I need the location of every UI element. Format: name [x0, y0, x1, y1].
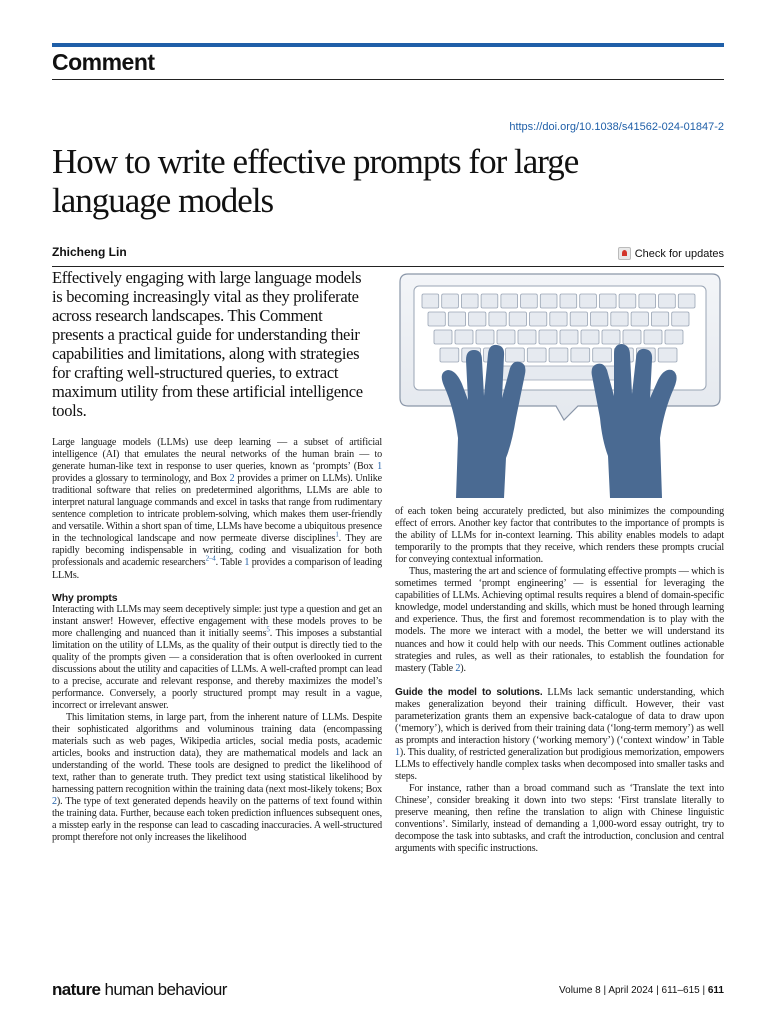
keyboard-key	[518, 330, 536, 344]
keyboard-key	[530, 312, 547, 326]
text-run: provides a comparison of leading LLMs.	[52, 557, 383, 581]
paragraph: For instance, rather than a broad command such as ‘Translate the text into Chinese’, consider breaking it down into two steps: ‘First translate literally to preserve meaning, then refine the translation to align with Chinese linguistic conventions’. Similarly, instead of demanding a 1,000-word essay outright, try to decompose the task into subtasks, and craft the introduction, conclusion and central arguments with specific instructions.	[395, 783, 724, 855]
header-rule	[52, 79, 724, 80]
keyboard-key	[631, 312, 648, 326]
keyboard-key	[611, 312, 628, 326]
footer-info	[559, 985, 724, 996]
text-run: ).	[460, 662, 466, 674]
box-link[interactable]: 2	[52, 796, 57, 808]
keyboard-key	[509, 312, 526, 326]
keyboard-key	[481, 294, 498, 308]
keyboard-key	[678, 294, 695, 308]
paragraph-gap	[395, 675, 724, 687]
run-in-heading: Guide the model to solutions.	[395, 686, 543, 698]
check-updates-icon	[618, 247, 631, 260]
keyboard-key	[560, 294, 577, 308]
table-link[interactable]: 1	[395, 746, 400, 758]
logo-journal-name: human behaviour	[100, 980, 227, 999]
keyboard-key	[540, 294, 557, 308]
keyboard-key	[489, 312, 506, 326]
keyboard-key	[455, 330, 473, 344]
text-run: Thus, mastering the art and science of formulating effective prompts — which is sometimes termed ‘prompt engineering’ — is essential for leveraging the capabilities of LLMs. Achieving optimal results requires a blend of domain-specific knowledge, model understanding and skills, which must be honed through learning and experience. Thus, the first and foremost recommendation is to play with the models. The more we interact with a model, the better we will understand its nuances and how it could help with our needs. This Comment outlines actionable strategies and rules, as well as their rationales, to establish the foundation for mastery (Table	[395, 566, 724, 674]
box-link[interactable]: 1	[377, 461, 382, 473]
keyboard-key	[550, 312, 567, 326]
volume-info: Volume 8 | April 2024 | 611–615 |	[559, 985, 708, 996]
keyboard-hands-illustration	[396, 268, 724, 498]
keyboard-key	[428, 312, 445, 326]
keyboard-key	[591, 312, 608, 326]
keyboard-key	[651, 312, 668, 326]
keyboard-key	[448, 312, 465, 326]
keyboard-key	[665, 330, 683, 344]
keyboard-key	[571, 348, 590, 362]
keyboard-key	[639, 294, 656, 308]
table-link[interactable]: 1	[244, 557, 250, 569]
text-run: provides a glossary to terminology, and Box	[52, 473, 230, 485]
keyboard-key	[527, 348, 546, 362]
text-run: Large language models (LLMs) use deep learning — a subset of artificial intelligence (AI) that emulates the neural networks of the human brain — to generate human-like text in response to user queries, known as ‘prompts’ (Box	[52, 437, 382, 473]
keyboard-key	[570, 312, 587, 326]
keyboard-key	[422, 294, 439, 308]
standfirst: Effectively engaging with large language models is becoming increasingly vital as they proliferate across research landscapes. This Comment presents a practical guide for understanding their capabilities and limitations, along with strategies for crafting well-structured queries, to extract maximum utility from these artificial intelligence tools.	[52, 268, 363, 420]
keyboard-key	[434, 330, 452, 344]
keyboard-key	[619, 294, 636, 308]
check-for-updates-button[interactable]	[618, 247, 724, 260]
keyboard-key	[602, 330, 620, 344]
keyboard-key	[461, 294, 478, 308]
section-heading: Why prompts	[52, 591, 118, 604]
section-label: Comment	[52, 49, 155, 75]
keyboard-key	[476, 330, 494, 344]
doi-link[interactable]: https://doi.org/10.1038/s41562-024-01847-2	[509, 121, 724, 133]
text-run: ). The type of text generated depends heavily on the patterns of text found within the training data. Further, because each token prediction influences subsequent ones, a misstep early in the response can lead to cascading inaccuracies. A well-structured prompt therefore not only increases the likelihood	[52, 796, 382, 844]
keyboard-key	[521, 294, 538, 308]
text-run: LLMs lack semantic understanding, which makes generalization beyond their training difficult. However, their vast parameterization grants them an expensive back-catalogue of data to draw upon (‘memory’), which is derived from their training data (‘long-term memory’) as well as prompts and interaction history (‘working memory’) (‘context window’ in Table	[395, 686, 724, 746]
keyboard-key	[581, 330, 599, 344]
reference-link[interactable]: 5	[266, 625, 270, 634]
reference-link[interactable]: 2–4	[205, 555, 216, 564]
keyboard-key	[501, 294, 518, 308]
keyboard-key	[549, 348, 568, 362]
text-run: ). This duality, of restricted generalization but prodigious memorization, empowers LLMs to effectively handle complex tasks when decomposed into smaller tasks and steps.	[395, 746, 724, 782]
keyboard-key	[599, 294, 616, 308]
keyboard-key	[497, 330, 515, 344]
box-link[interactable]: 2	[229, 473, 235, 485]
text-run: . Table	[215, 557, 245, 569]
text-run: . This imposes a substantial limitation on the utility of LLMs, as the quality of their output is directly tied to the quality of the prompts given — a consideration that is often overlooked in current discussions about the utility and capacities of LLMs. A well-crafted prompt can lead to a precise, accurate and relevant response, and thereby maximizes the model’s performance. Conversely, a poorly structured prompt may result in a vague, incorrect or irrelevant answer.	[52, 627, 383, 711]
keyboard-key	[672, 312, 689, 326]
keyboard-key	[539, 330, 557, 344]
author-name[interactable]: Zhicheng Lin	[52, 245, 127, 259]
table-link[interactable]: 2	[455, 662, 461, 674]
check-updates-label: Check for updates	[634, 247, 724, 260]
keyboard-key	[659, 294, 676, 308]
keyboard-key	[560, 330, 578, 344]
paragraph	[52, 437, 382, 582]
text-run: This limitation stems, in large part, from the inherent nature of LLMs. Despite their sophisticated algorithms and voluminous training data (encompassing materials such as web pages, Wikipedia articles, social media posts, academic articles, books and instruction data), they are mathematical models and lack an understanding of the world. These tools are designed to predict the likelihood of text, rather than to generate truth. They predict text using statistical likelihood by harnessing pattern recognition within the training data (next most-likely tokens; Box	[52, 711, 382, 796]
keyboard-key	[469, 312, 486, 326]
keyboard-key	[440, 348, 459, 362]
paragraph	[52, 604, 382, 712]
journal-logo[interactable]	[52, 980, 227, 1000]
text-run: . They are rapidly becoming indispensable in writing, coding and visualization for both professionals and academic researchers	[52, 533, 383, 569]
column-left	[52, 437, 382, 845]
top-accent-bar	[52, 43, 724, 47]
keyboard-key	[658, 348, 677, 362]
paragraph	[52, 712, 382, 845]
keyboard-key	[593, 348, 612, 362]
paragraph	[395, 687, 724, 783]
page-number: 611	[707, 985, 724, 996]
keyboard-key	[623, 330, 641, 344]
text-run: provides a primer on LLMs). Unlike traditional software that relies on predetermined algorithms, LLMs are able to interpret natural language commands and excel in tasks that range from rudimentary sentence completion to intricate problem-solving, which makes them user-friendly and versatile. Within a short span of time, LLMs have become a ubiquitous presence in the technological landscape and now permeate diverse disciplines	[52, 473, 382, 545]
text-run: Interacting with LLMs may seem deceptively simple: just type a question and get an instant answer! However, effective engagement with these models proves to be more challenging and nuanced than it initially seems	[52, 603, 382, 639]
column-right	[395, 506, 724, 855]
keyboard-key	[580, 294, 597, 308]
keyboard-key	[442, 294, 459, 308]
reference-link[interactable]: 1	[335, 531, 339, 540]
keyboard-key	[506, 348, 525, 362]
article-title: How to write effective prompts for large language models	[52, 142, 579, 220]
logo-nature: nature	[52, 980, 101, 999]
paragraph: of each token being accurately predicted, but also minimizes the compounding effect of errors. Another key factor that contributes to the importance of prompts is the ability of LLMs for in-context learning. This ability enables models to adapt temporarily to the prompts that they receive, which renders these prompts crucial for conveying contextual information.	[395, 506, 724, 566]
keyboard-key	[644, 330, 662, 344]
paragraph	[395, 566, 724, 674]
author-rule	[52, 266, 724, 267]
